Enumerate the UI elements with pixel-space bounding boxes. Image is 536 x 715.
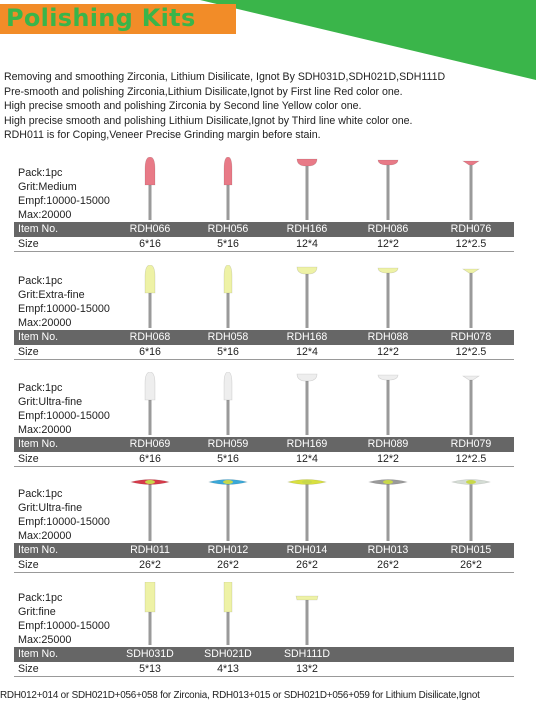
size-value: 12*4 [296,238,318,250]
size-row [14,662,514,677]
bur-image [130,157,170,225]
product-section [0,160,536,251]
bur-image [130,265,170,333]
pack-info-line: Grit:Ultra-fine [18,502,83,514]
size-label: Size [18,238,39,250]
size-row [14,345,514,360]
bur-image [287,478,327,546]
pack-info [18,381,110,437]
item-number: RDH079 [450,438,492,450]
pack-info-line: Grit:Extra-fine [18,289,85,301]
bur-image [208,265,248,333]
bur-image [451,157,491,225]
pack-info-line: Empf:10000-15000 [18,620,110,632]
pack-info-line: Pack:1pc [18,592,63,604]
size-value: 12*2 [377,453,399,465]
pack-info-line: Grit:Ultra-fine [18,396,83,408]
bur-image [287,582,327,650]
pack-info-line: Grit:Medium [18,181,77,193]
pack-info-line: Max:25000 [18,634,72,646]
pack-info-line: Pack:1pc [18,488,63,500]
size-value: 12*2.5 [455,238,487,250]
size-value: 12*2 [377,238,399,250]
size-value: 5*13 [139,663,161,675]
size-label: Size [18,559,39,571]
size-row [14,558,514,573]
bur-image [287,265,327,333]
size-value: 12*4 [296,453,318,465]
bur-image [287,157,327,225]
bur-image [287,372,327,440]
item-number-row [14,437,514,452]
size-value: 26*2 [296,559,318,571]
item-number: SDH021D [204,648,252,660]
item-number: SDH111D [283,648,331,660]
product-section [0,268,536,360]
size-value: 12*2.5 [455,346,487,358]
bur-image [451,478,491,546]
bur-image [208,582,248,650]
bur-image [208,478,248,546]
bur-image [368,478,408,546]
size-value: 5*16 [217,453,239,465]
product-section [0,481,536,572]
bur-image [368,157,408,225]
pack-info-line: Empf:10000-15000 [18,303,110,315]
bur-image [130,478,170,546]
size-label: Size [18,453,39,465]
description-line: High precise smooth and polishing Lithium Disilicate,Ignot by Third line white color one. [4,114,413,127]
bur-image [208,157,248,225]
bur-image [208,372,248,440]
page-title: Polishing Kits [6,4,196,32]
product-section [0,585,536,677]
item-number-label: Item No. [18,544,59,556]
pack-info-line: Pack:1pc [18,275,63,287]
pack-info-line: Empf:10000-15000 [18,410,110,422]
item-number-row [14,647,514,662]
item-number: RDH088 [367,331,409,343]
pack-info-line: Pack:1pc [18,167,63,179]
size-value: 26*2 [139,559,161,571]
item-number: SDH031D [126,648,174,660]
size-value: 6*16 [139,346,161,358]
item-number: RDH168 [286,331,328,343]
pack-info-line: Max:20000 [18,530,72,542]
item-number: RDH068 [129,331,171,343]
pack-info [18,487,110,543]
size-value: 26*2 [460,559,482,571]
bur-image [368,372,408,440]
size-value: 26*2 [377,559,399,571]
bur-image [451,372,491,440]
item-number: RDH056 [207,223,249,235]
product-section [0,375,536,467]
item-number: RDH058 [207,331,249,343]
item-number: RDH169 [286,438,328,450]
item-number: RDH066 [129,223,171,235]
item-number: RDH012 [207,544,249,556]
item-number: RDH078 [450,331,492,343]
size-value: 13*2 [296,663,318,675]
item-number: RDH015 [450,544,492,556]
item-number: RDH059 [207,438,249,450]
item-number-label: Item No. [18,438,59,450]
pack-info-line: Max:20000 [18,317,72,329]
size-value: 12*2 [377,346,399,358]
item-number: RDH166 [286,223,328,235]
size-label: Size [18,663,39,675]
size-value: 26*2 [217,559,239,571]
item-number-label: Item No. [18,331,59,343]
pack-info-line: Max:20000 [18,424,72,436]
item-number-label: Item No. [18,223,59,235]
bur-image [130,582,170,650]
item-number-label: Item No. [18,648,59,660]
item-number: RDH086 [367,223,409,235]
item-number: RDH011 [130,544,170,556]
description-line: High precise smooth and polishing Zirconia by Second line Yellow color one. [4,100,362,113]
bur-image [451,265,491,333]
bur-image [130,372,170,440]
pack-info-line: Empf:10000-15000 [18,195,110,207]
size-value: 12*4 [296,346,318,358]
size-value: 5*16 [217,238,239,250]
pack-info-line: Grit:fine [18,606,56,618]
size-row [14,452,514,467]
bur-image [368,265,408,333]
item-number-row [14,543,514,558]
size-row [14,237,514,252]
size-value: 6*16 [139,238,161,250]
item-number: RDH069 [129,438,171,450]
pack-info [18,591,110,647]
footer-note: RDH012+014 or SDH021D+056+058 for Zirconia, RDH013+015 or SDH021D+056+059 for Lithium Disilicate,Ignot [0,690,480,701]
description-line: RDH011 is for Coping,Veneer Precise Grinding margin before stain. [4,129,321,142]
description-line: Pre-smooth and polishing Zirconia,Lithium Disilicate,Ignot by First line Red color one. [4,85,403,98]
pack-info-line: Empf:10000-15000 [18,516,110,528]
item-number: RDH089 [367,438,409,450]
pack-info [18,274,110,330]
size-value: 6*16 [139,453,161,465]
pack-info-line: Pack:1pc [18,382,63,394]
description-line: Removing and smoothing Zirconia, Lithium Disilicate, Ignot By SDH031D,SDH021D,SDH111D [4,71,446,83]
item-number: RDH076 [450,223,492,235]
size-value: 5*16 [217,346,239,358]
size-value: 12*2.5 [455,453,487,465]
pack-info [18,166,110,222]
size-label: Size [18,346,39,358]
item-number-row [14,330,514,345]
item-number: RDH013 [367,544,409,556]
pack-info-line: Max:20000 [18,209,72,221]
item-number: RDH014 [286,544,328,556]
item-number-row [14,222,514,237]
size-value: 4*13 [217,663,239,675]
description [4,70,534,143]
